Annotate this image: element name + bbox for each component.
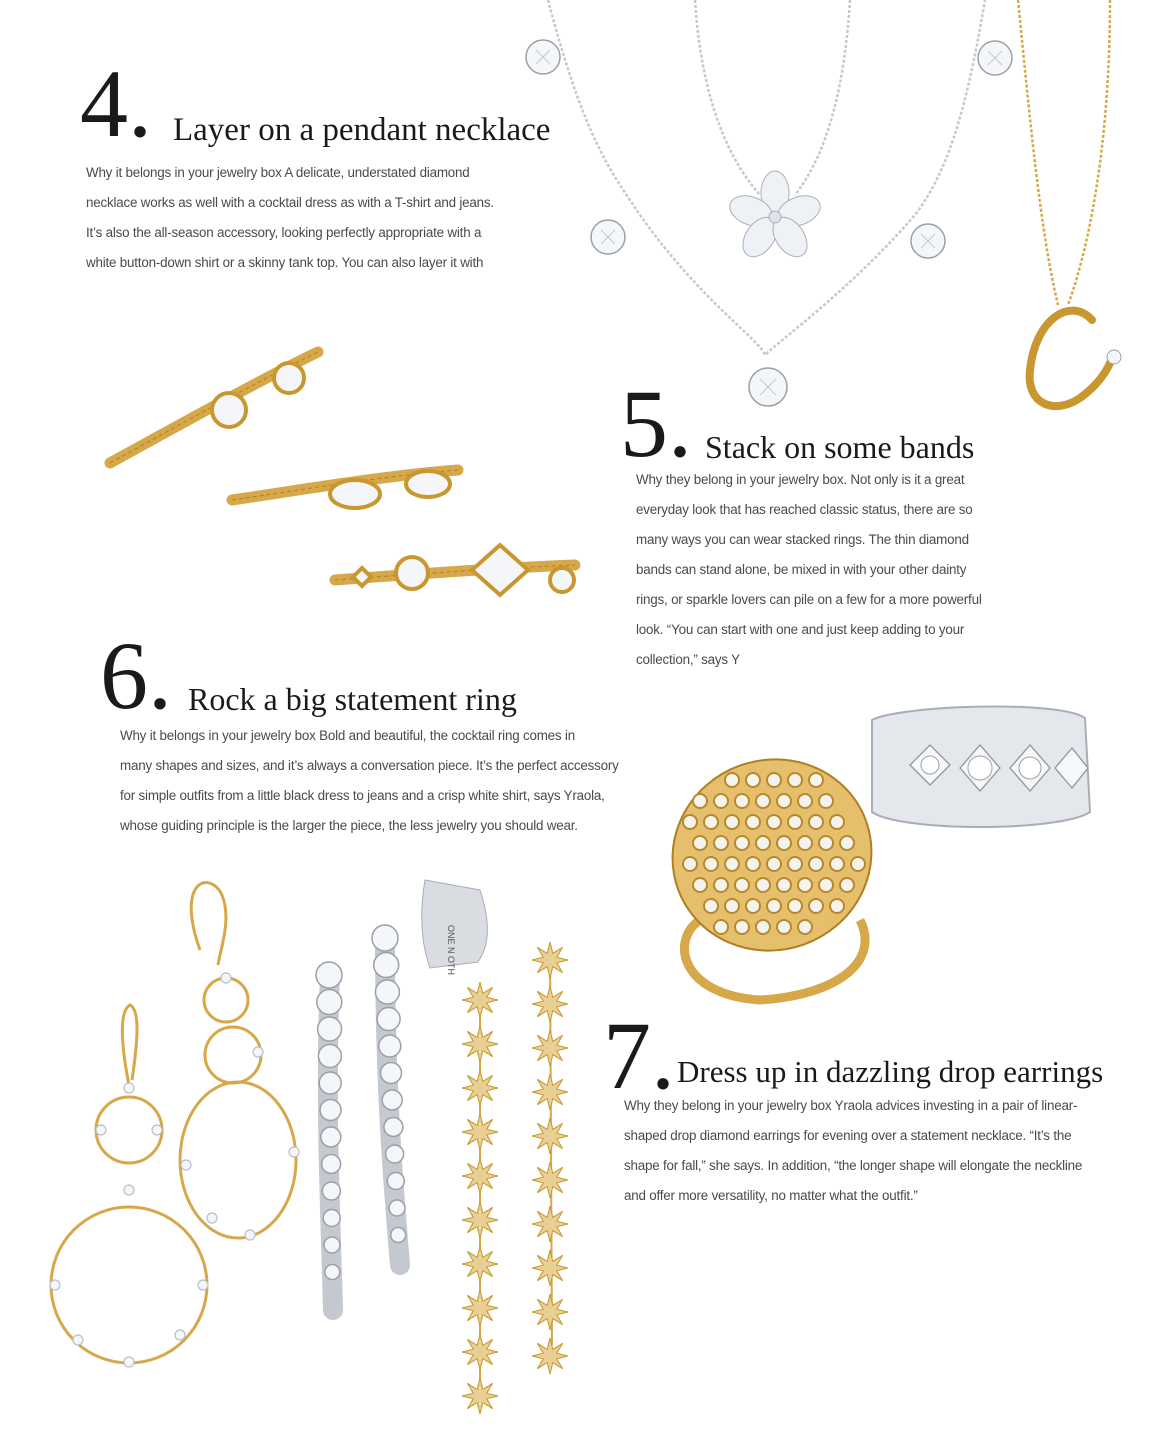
body-line: Why it belongs in your jewelry box Bold and beautiful, the cocktail ring comes in xyxy=(120,728,575,743)
body-line: everyday look that has reached classic status, there are so xyxy=(636,502,973,517)
body-line: whose guiding principle is the larger the piece, the less jewelry you should wear. xyxy=(120,818,578,833)
earring-back-engraving: ONE N OTH xyxy=(446,925,456,976)
section-6-heading: Rock a big statement ring xyxy=(188,681,517,717)
section-7-heading: Dress up in dazzling drop earrings xyxy=(677,1054,1104,1089)
body-line: It’s also the all-season accessory, looking perfectly appropriate with a xyxy=(86,225,482,240)
section-5-body xyxy=(636,465,982,675)
section-5-number: 5. xyxy=(620,370,692,477)
body-line: necklace works as well with a cocktail dress as with a T-shirt and jeans. xyxy=(86,195,494,210)
body-line: shaped drop diamond earrings for evening over a statement necklace. “It’s the xyxy=(624,1128,1072,1143)
section-7-body xyxy=(624,1091,1082,1211)
body-line: many shapes and sizes, and it’s always a conversation piece. It’s the perfect accessory xyxy=(120,758,619,773)
body-line: Why they belong in your jewelry box Yraola advices investing in a pair of linear- xyxy=(624,1098,1078,1113)
section-4-number: 4. xyxy=(80,50,152,157)
section-4-heading: Layer on a pendant necklace xyxy=(173,112,551,148)
section-4-body xyxy=(86,158,494,278)
body-line: white button-down shirt or a skinny tank top. You can also layer it with xyxy=(86,255,484,270)
body-line: collection,” says Y xyxy=(636,652,740,667)
section-5-heading: Stack on some bands xyxy=(705,429,975,465)
body-line: for simple outfits from a little black dress to jeans and a crisp white shirt, says Yraola, xyxy=(120,788,605,803)
body-line: and offer more versatility, no matter what the outfit.” xyxy=(624,1188,918,1203)
section-6-number: 6. xyxy=(100,622,172,729)
body-line: bands can stand alone, be mixed in with your other dainty xyxy=(636,562,967,577)
body-line: shape for fall,” she says. In addition, “the longer shape will elongate the neckline xyxy=(624,1158,1083,1173)
body-line: rings, or sparkle lovers can pile on a few for a more powerful xyxy=(636,592,982,607)
section-6-body xyxy=(120,721,619,841)
body-line: Why they belong in your jewelry box. Not only is it a great xyxy=(636,472,965,487)
body-line: many ways you can wear stacked rings. The thin diamond xyxy=(636,532,969,547)
section-7-number: 7. xyxy=(603,1002,675,1109)
body-line: look. “You can start with one and just keep adding to your xyxy=(636,622,965,637)
body-line: Why it belongs in your jewelry box A delicate, understated diamond xyxy=(86,165,470,180)
